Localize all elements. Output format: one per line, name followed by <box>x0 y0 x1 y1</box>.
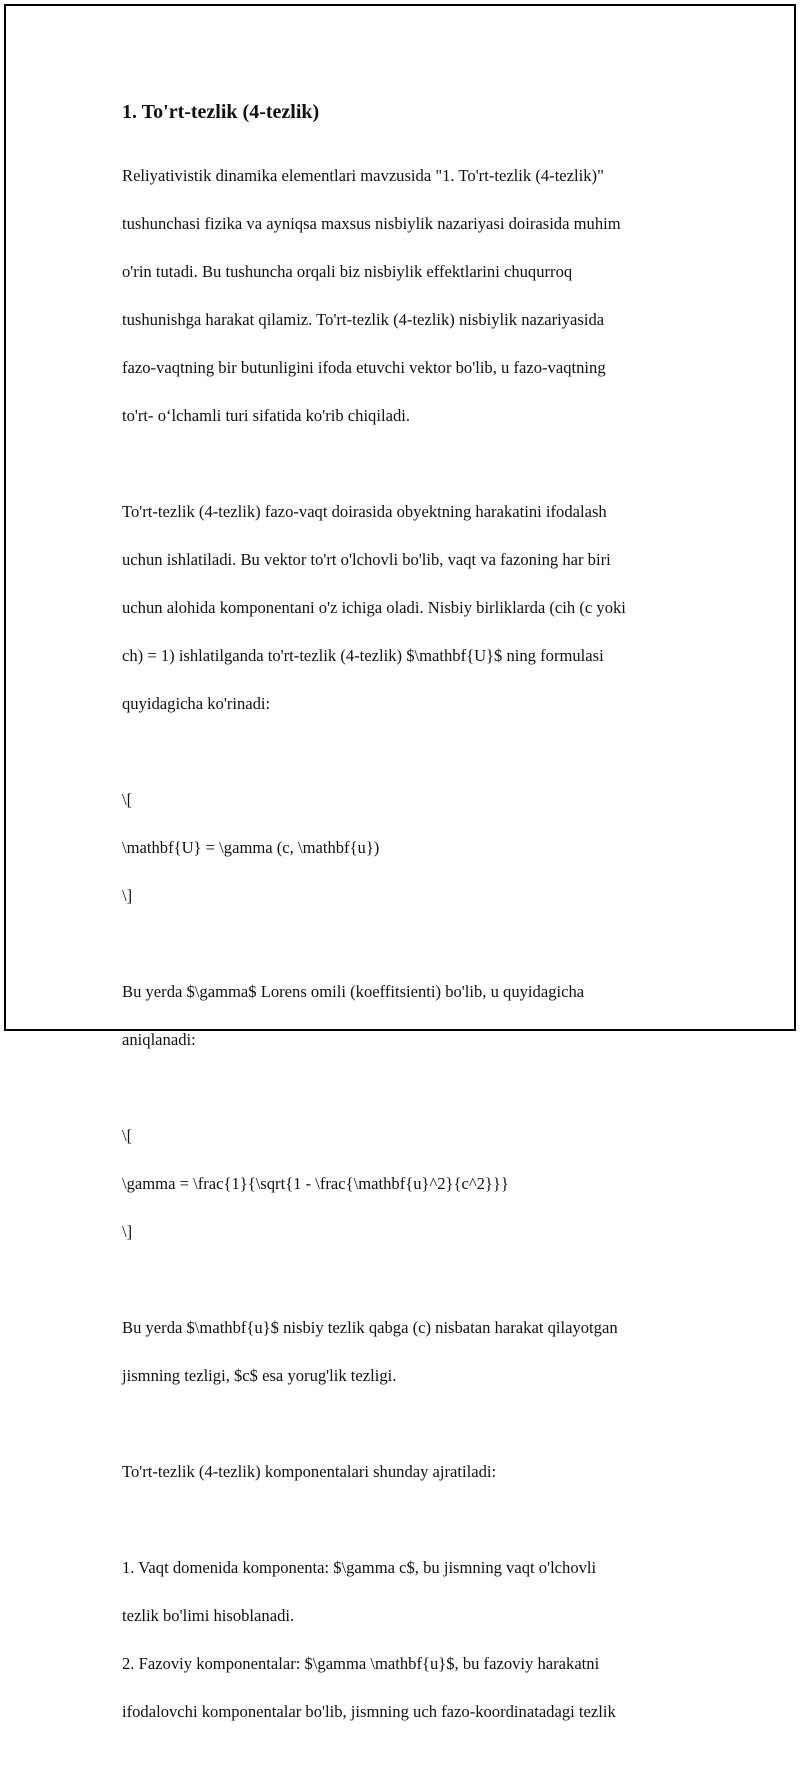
formula-line: \[ <box>122 1126 133 1145</box>
text-line: quyidagicha ko'rinadi: <box>122 694 271 713</box>
list-item-line: 2. Fazoviy komponentalar: $\gamma \mathbf{u}$, bu fazoviy harakatni <box>122 1654 600 1673</box>
paragraph-5 <box>122 1436 692 1508</box>
formula-line: \mathbf{U} = \gamma (c, \mathbf{u}) <box>122 838 380 857</box>
text-line: fazo-vaqtning bir butunligini ifoda etuvchi vektor bo'lib, u fazo-vaqtning <box>122 358 606 377</box>
formula-line: \] <box>122 886 133 905</box>
formula-line: \[ <box>122 790 133 809</box>
text-line: o'rin tutadi. Bu tushuncha orqali biz nisbiylik effektlarini chuqurroq <box>122 262 573 281</box>
text-line: jismning tezligi, $c$ esa yorug'lik tezligi. <box>122 1366 397 1385</box>
paragraph-4 <box>122 1292 692 1412</box>
text-line: To'rt-tezlik (4-tezlik) fazo-vaqt doirasida obyektning harakatini ifodalash <box>122 502 607 521</box>
text-line: to'rt- o‘lchamli turi sifatida ko'rib chiqiladi. <box>122 406 411 425</box>
text-line: uchun ishlatiladi. Bu vektor to'rt o'lchovli bo'lib, vaqt va fazoning har biri <box>122 550 611 569</box>
paragraph-2 <box>122 476 692 740</box>
paragraph-1 <box>122 140 692 452</box>
text-line: Bu yerda $\mathbf{u}$ nisbiy tezlik qabga (c) nisbatan harakat qilayotgan <box>122 1318 618 1337</box>
page-frame <box>4 4 796 1721</box>
list-item-line: tezlik bo'limi hisoblanadi. <box>122 1606 295 1625</box>
list-item-line: 1. Vaqt domenida komponenta: $\gamma c$, bu jismning vaqt o'lchovli <box>122 1558 597 1577</box>
paragraph-3 <box>122 956 692 1076</box>
formula-block-1 <box>122 764 692 932</box>
text-line: aniqlanadi: <box>122 1030 196 1049</box>
document-body <box>122 98 692 1772</box>
text-line: tushunishga harakat qilamiz. To'rt-tezlik (4-tezlik) nisbiylik nazariyasida <box>122 310 605 329</box>
text-line: Bu yerda $\gamma$ Lorens omili (koeffitsienti) bo'lib, u quyidagicha <box>122 982 585 1001</box>
text-line: To'rt-tezlik (4-tezlik) komponentalari shunday ajratiladi: <box>122 1462 497 1481</box>
formula-block-2 <box>122 1100 692 1268</box>
text-line: tushunchasi fizika va ayniqsa maxsus nisbiylik nazariyasi doirasida muhim <box>122 214 621 233</box>
component-list <box>122 1532 692 1748</box>
section-heading: 1. To'rt-tezlik (4-tezlik) <box>122 101 320 123</box>
list-item-line: ifodalovchi komponentalar bo'lib, jismning uch fazo-koordinatadagi tezlik <box>122 1702 616 1721</box>
text-line: uchun alohida komponentani o'z ichiga oladi. Nisbiy birliklarda (cih (c yoki <box>122 598 626 617</box>
text-line: ch) = 1) ishlatilganda to'rt-tezlik (4-tezlik) $\mathbf{U}$ ning formulasi <box>122 646 604 665</box>
formula-line: \gamma = \frac{1}{\sqrt{1 - \frac{\mathbf{u}^2}{c^2}}} <box>122 1174 509 1193</box>
text-line: Reliyativistik dinamika elementlari mavzusida "1. To'rt-tezlik (4-tezlik)" <box>122 166 604 185</box>
formula-line: \] <box>122 1222 133 1241</box>
